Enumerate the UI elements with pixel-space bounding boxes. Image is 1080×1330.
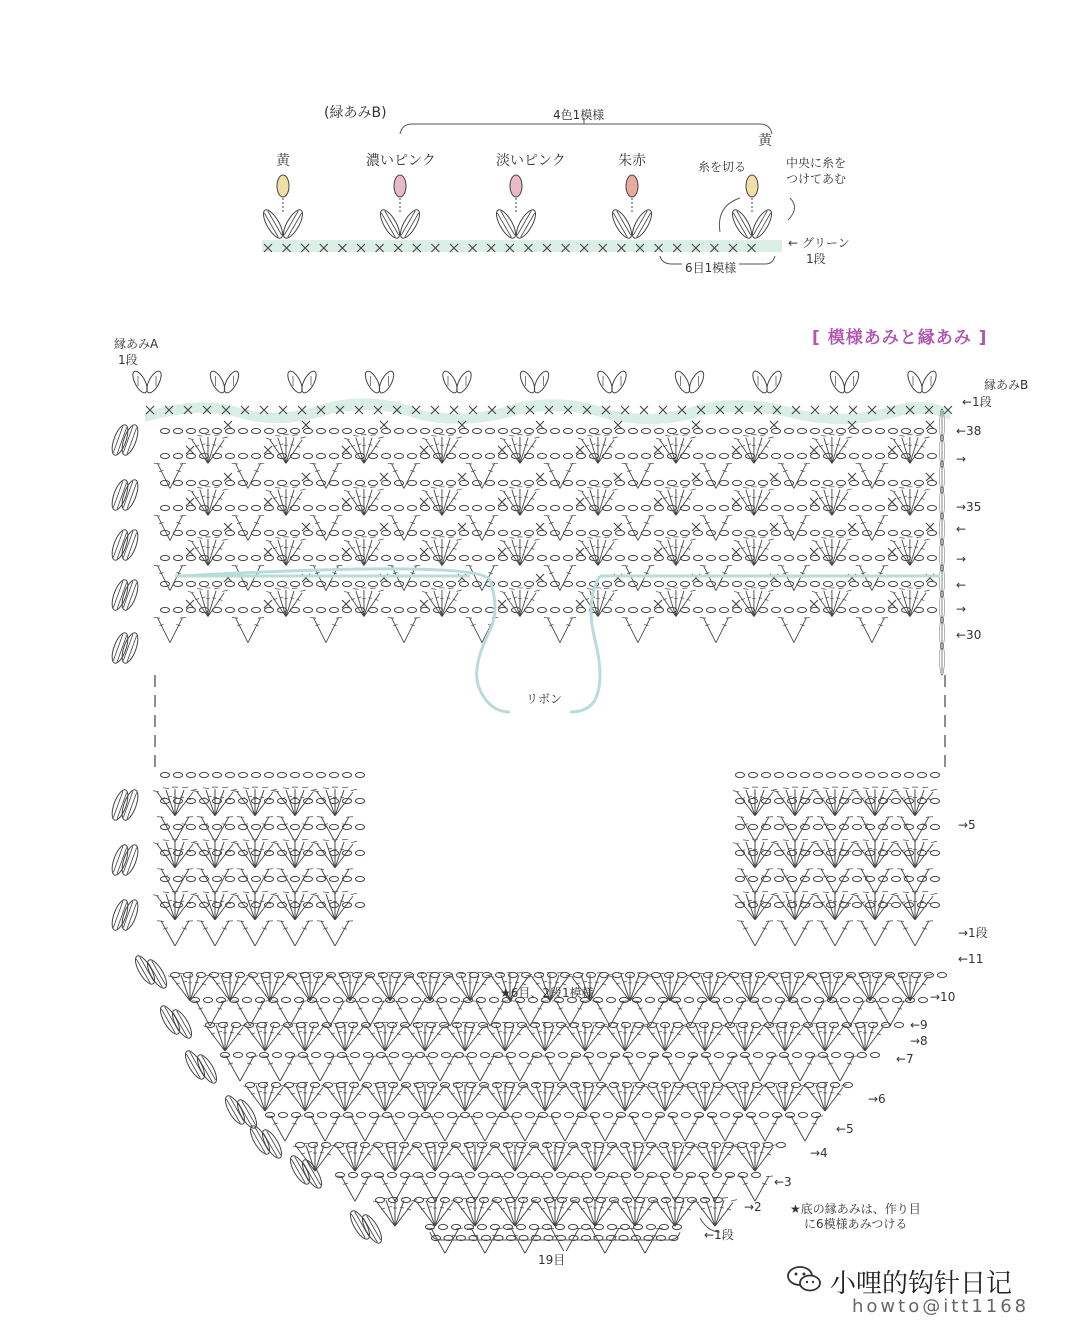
cut-yarn-note: 糸を切る: [698, 160, 747, 174]
row-label-2: →2: [744, 1200, 762, 1214]
row-label-37: →: [956, 452, 967, 466]
row-label-4: →4: [810, 1146, 828, 1160]
repeat-6-label: 6目1模様: [682, 259, 739, 276]
row-label-32: ←: [956, 578, 967, 592]
wechat-icon: [787, 1265, 821, 1293]
foundation-label: 19目: [534, 1251, 569, 1268]
color-label-1: 黄: [276, 153, 290, 169]
edging-b-detail: [260, 118, 795, 264]
edging-b-label: 縁あみB: [984, 378, 1029, 392]
row-label-33: →: [956, 552, 967, 566]
bottom-note-2: に6模様あみつける: [804, 1217, 908, 1231]
edging-b-heading: (緑あみB): [324, 105, 387, 121]
row-label-5: ←5: [836, 1122, 854, 1136]
row-label-7: ←7: [896, 1052, 914, 1066]
row-label-30: ←30: [956, 628, 982, 642]
row-label-35: →35: [956, 500, 982, 514]
join-center-note-1: 中央に糸を: [786, 156, 847, 170]
color-label-4: 朱赤: [618, 153, 646, 169]
color-label-2: 濃いピンク: [366, 153, 436, 169]
ribbon-label: リボン: [522, 690, 566, 707]
row-label-3: ←3: [774, 1175, 792, 1189]
row-label-9: ←9: [910, 1018, 928, 1032]
row-label-side-5: →5: [958, 818, 976, 832]
row-label-6: →6: [868, 1092, 886, 1106]
edging-a-label: 縁あみA: [114, 337, 159, 351]
bottom-note-1: ★底の縁あみは、作り目: [790, 1202, 921, 1216]
green-label: ← グリーン: [788, 236, 850, 250]
row-label-8: →8: [910, 1034, 928, 1048]
color-label-3: 淡いピンク: [496, 153, 566, 169]
repeat-note: 4色1模様: [553, 108, 605, 122]
join-center-note-2: つけてあむ: [786, 172, 847, 186]
edging-a-row: 1段: [118, 353, 138, 367]
watermark-sub: howto@itt1168: [852, 1296, 1030, 1317]
green-row-label: 1段: [806, 252, 826, 266]
row-label-side-1: →1段: [958, 926, 988, 940]
row-label-31: →: [956, 602, 967, 616]
row-label-38: ←38: [956, 424, 982, 438]
row-label-side-11: ←11: [958, 952, 984, 966]
color-label-5: 黄: [758, 133, 772, 149]
pattern-note: ★6目、2段1模様: [500, 986, 594, 1000]
row-label-10: →10: [930, 990, 956, 1004]
main-chart: [109, 369, 952, 1253]
edging-b-row: ←1段: [962, 395, 992, 409]
row-label-1: ←1段: [704, 1228, 734, 1242]
chart-title: [ 模様あみと縁あみ ]: [812, 328, 988, 348]
row-label-34: ←: [956, 522, 967, 536]
watermark-account: 小哩的钩针日记: [830, 1269, 1013, 1299]
